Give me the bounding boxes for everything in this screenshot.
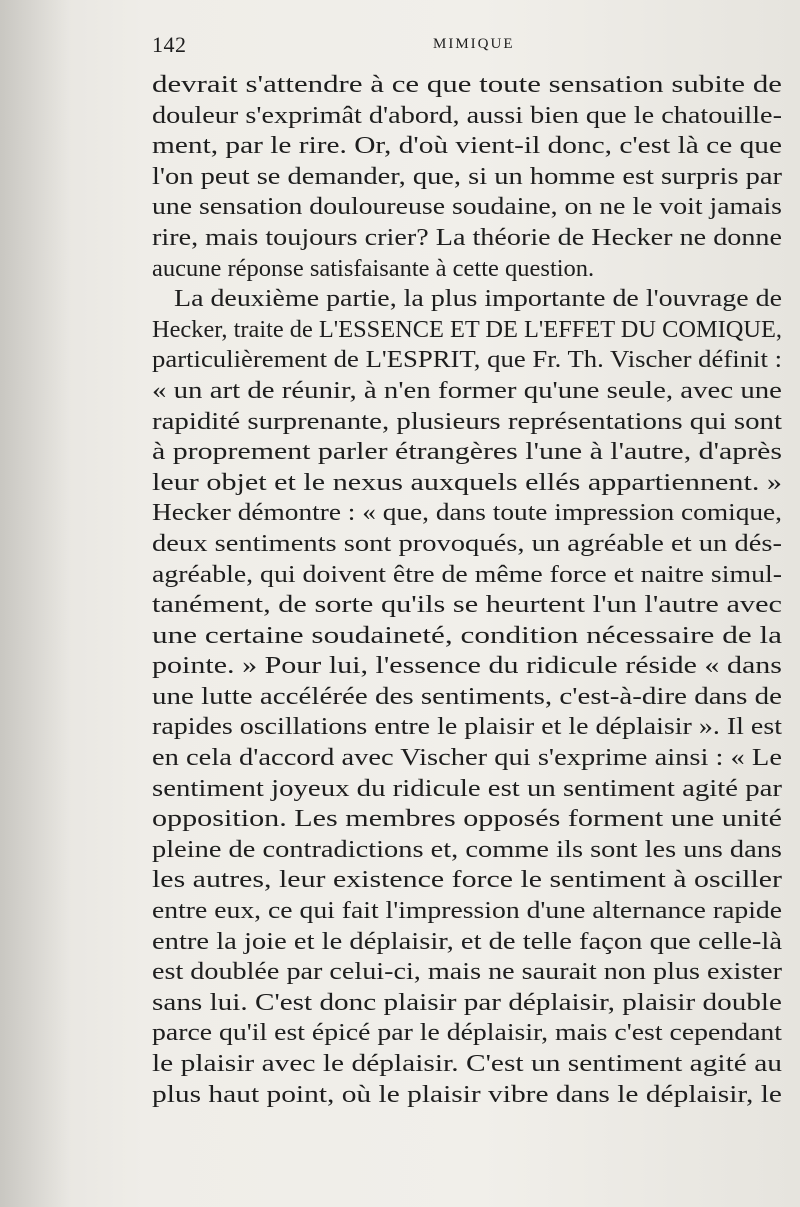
text-line: une certaine soudaineté, condition nécessaire de la — [152, 621, 782, 649]
text-line: une sensation douloureuse soudaine, on ne le voit jamais — [152, 193, 782, 221]
text-line: opposition. Les membres opposés forment une unité — [152, 805, 782, 833]
text-line: devrait s'attendre à ce que toute sensation subite de — [152, 71, 782, 98]
text-line: aucune réponse satisfaisante à cette question. — [152, 254, 595, 282]
text-line: sentiment joyeux du ridicule est un sentiment agité par — [152, 774, 782, 802]
text-line: particulièrement de L'ESPRIT, que Fr. Th. Vischer définit : — [152, 346, 782, 374]
text-line: tanément, de sorte qu'ils se heurtent l'un l'autre avec — [152, 591, 782, 619]
text-line: rire, mais toujours crier? La théorie de Hecker ne donne — [152, 223, 782, 251]
text-line: agréable, qui doivent être de même force et naitre simul- — [152, 560, 782, 588]
text-line: entre la joie et le déplaisir, et de telle façon que celle-là — [152, 927, 782, 955]
text-line: rapidité surprenante, plusieurs représentations qui sont — [152, 407, 782, 435]
text-line: rapides oscillations entre le plaisir et le déplaisir ». Il est — [152, 713, 782, 741]
text-line: plus haut point, où le plaisir vibre dans le déplaisir, le — [152, 1080, 782, 1108]
text-line: La deuxième partie, la plus importante de l'ouvrage de — [174, 285, 782, 313]
text-line: entre eux, ce qui fait l'impression d'une alternance rapide — [152, 897, 782, 925]
text-line: deux sentiments sont provoqués, un agréable et un dés- — [152, 529, 782, 557]
text-line: parce qu'il est épicé par le déplaisir, mais c'est cependant — [152, 1019, 782, 1047]
text-line: leur objet et le nexus auxquels ellés appartiennent. » — [152, 468, 782, 496]
text-line: ment, par le rire. Or, d'où vient-il donc, c'est là ce que — [152, 132, 782, 160]
text-line: pointe. » Pour lui, l'essence du ridicule réside « dans — [152, 652, 782, 680]
text-line: douleur s'exprimât d'abord, aussi bien que le chatouille- — [152, 101, 782, 129]
text-line: l'on peut se demander, que, si un homme est surpris par — [152, 162, 782, 190]
page-number: 142 — [152, 32, 187, 57]
text-line: le plaisir avec le déplaisir. C'est un sentiment agité au — [152, 1050, 782, 1077]
text-line: à proprement parler étrangères l'une à l'autre, d'après — [152, 438, 782, 466]
text-line: une lutte accélérée des sentiments, c'est-à-dire dans de — [152, 682, 782, 710]
text-line: « un art de réunir, à n'en former qu'une seule, avec une — [152, 376, 782, 404]
text-line: en cela d'accord avec Vischer qui s'exprime ainsi : « Le — [152, 744, 782, 772]
text-line: pleine de contradictions et, comme ils sont les uns dans — [152, 835, 782, 863]
text-line: Hecker démontre : « que, dans toute impression comique, — [152, 499, 782, 527]
text-line: sans lui. C'est donc plaisir par déplaisir, plaisir double — [152, 988, 782, 1016]
running-title: MIMIQUE — [433, 36, 515, 52]
gutter-shadow — [0, 0, 70, 1207]
text-line: Hecker, traite de L'ESSENCE ET DE L'EFFET DU COMIQUE, — [152, 315, 782, 343]
text-line: les autres, leur existence force le sentiment à osciller — [152, 866, 782, 894]
page-header — [148, 28, 748, 64]
text-line: est doublée par celui-ci, mais ne saurait non plus exister — [152, 958, 782, 986]
body-text — [152, 70, 782, 1110]
